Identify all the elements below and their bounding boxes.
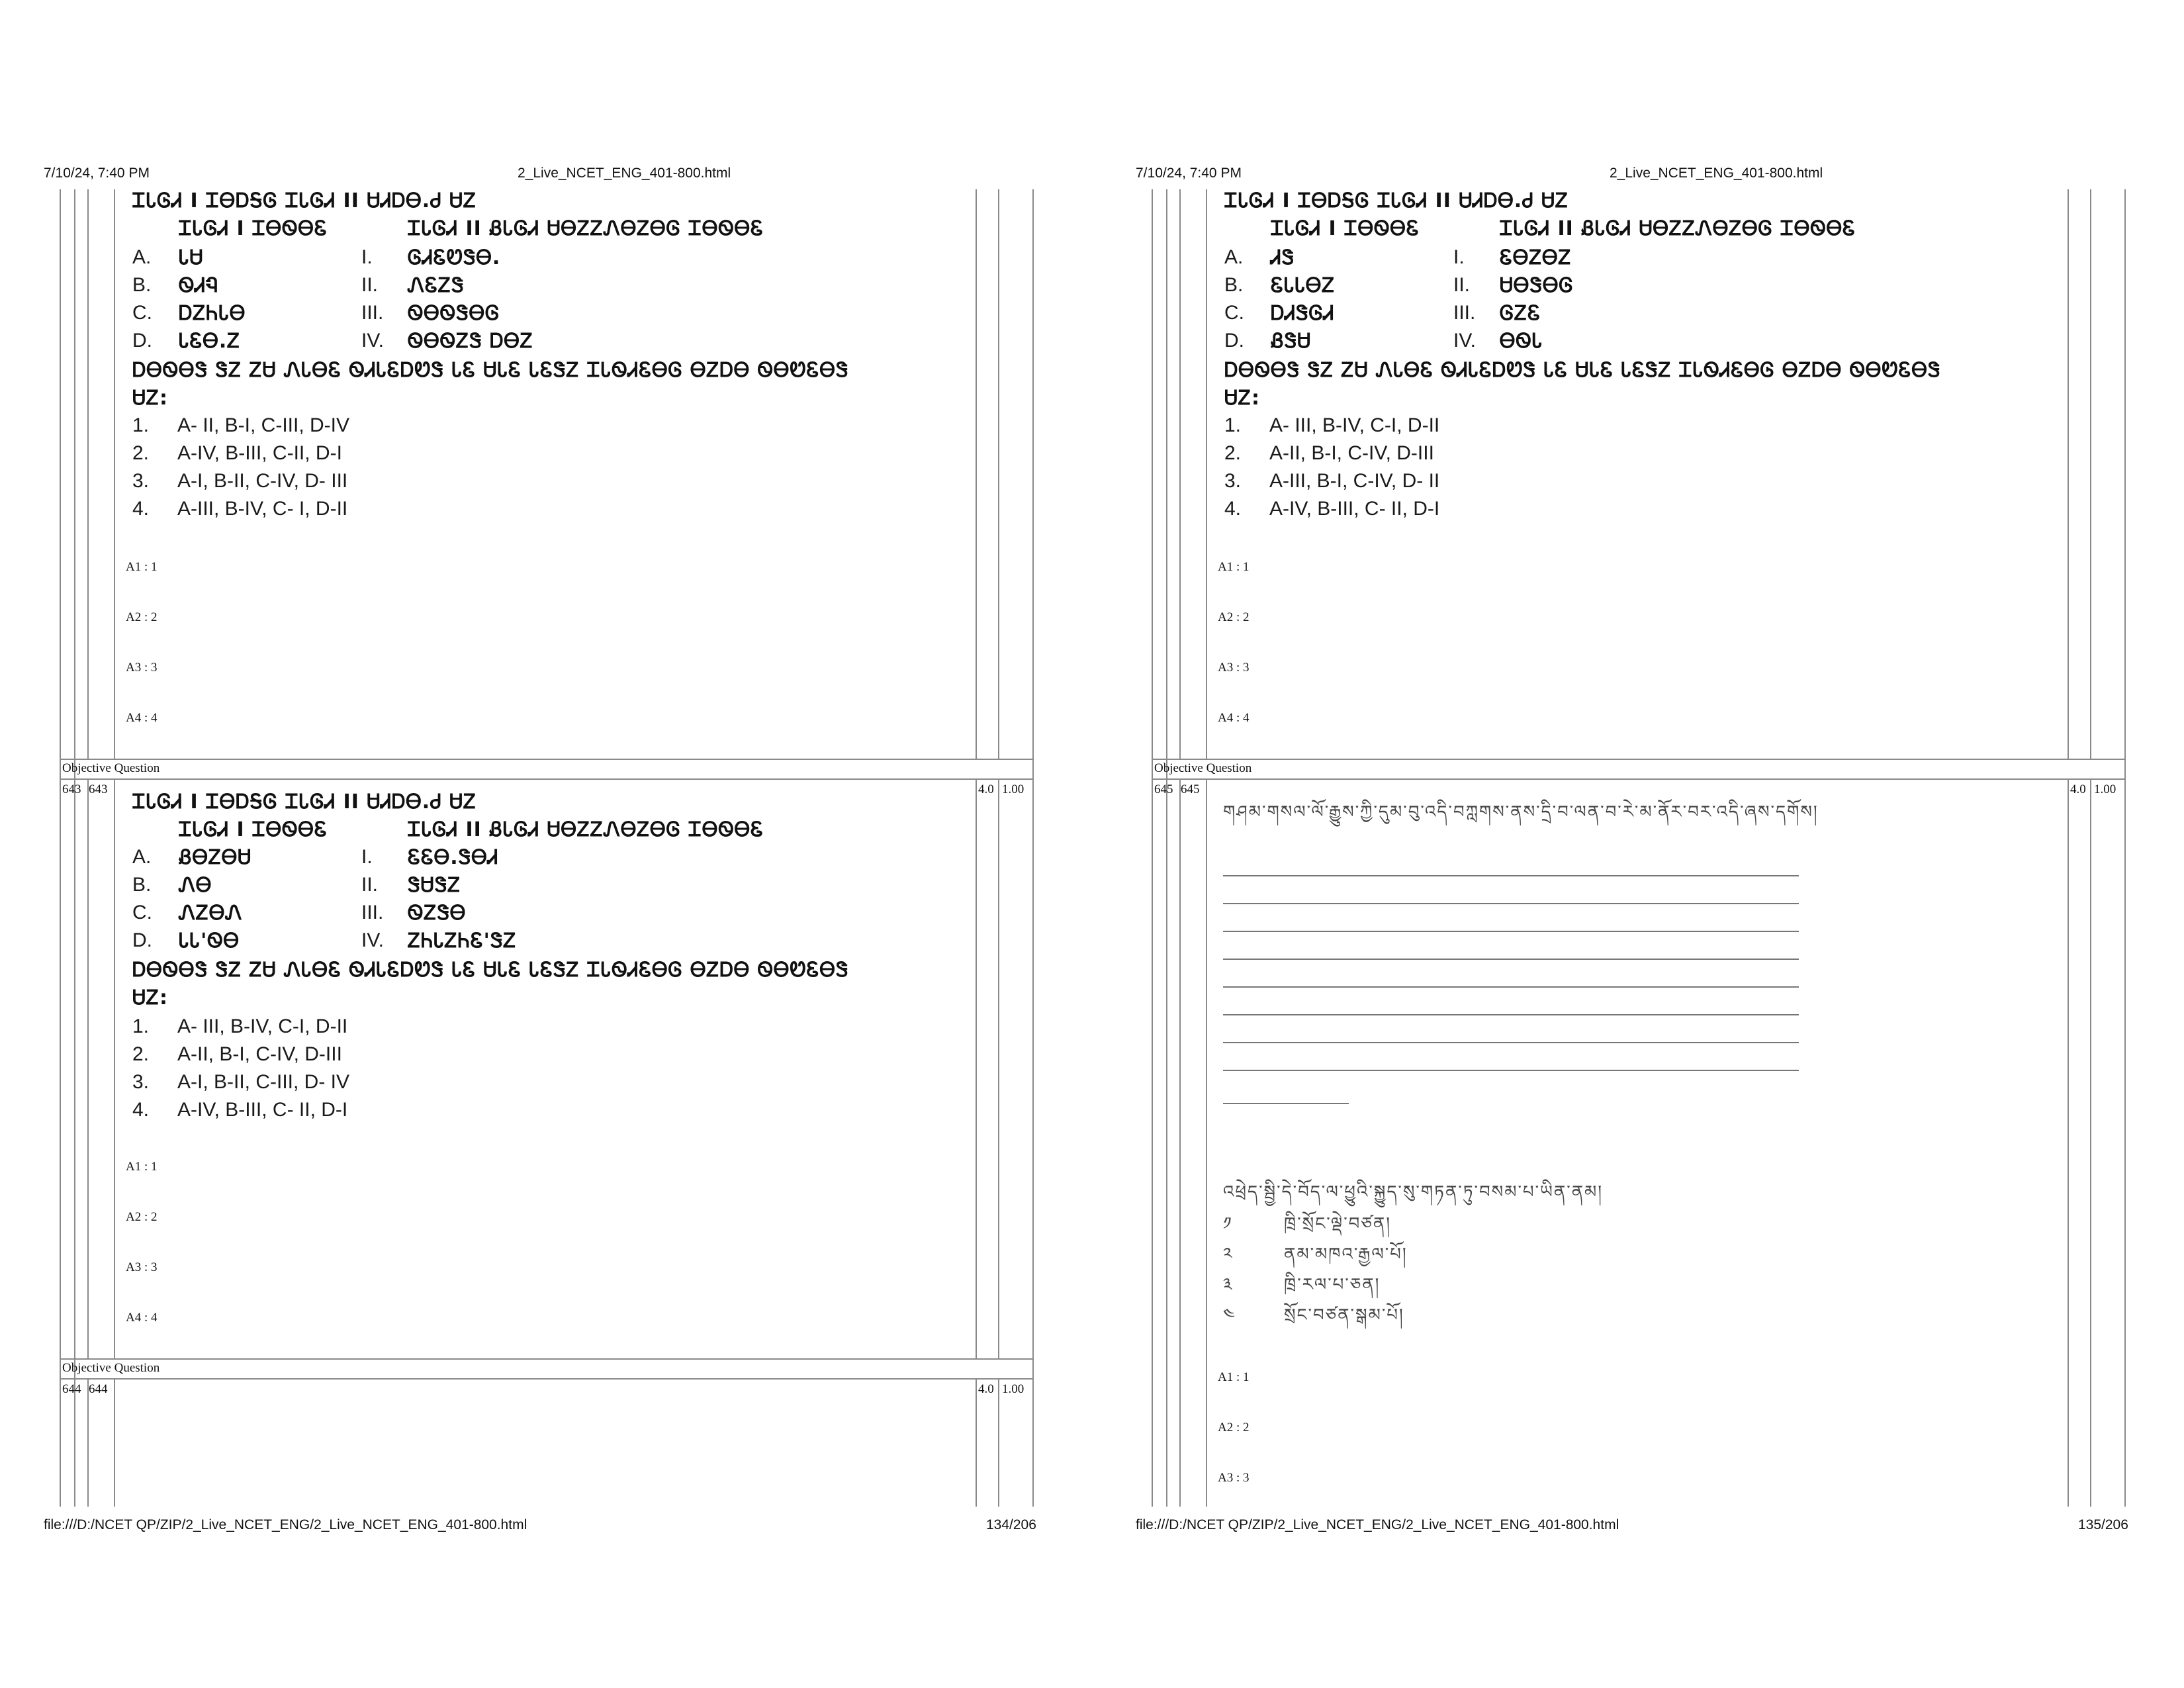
footer-page-number: 134/206 (986, 1517, 1036, 1532)
list1-heading: ᏆᏓᎶᏗ I ᏆᎾᏫᎾᏋ (179, 818, 328, 841)
question-id: 645 (1181, 782, 1200, 796)
option-number: ༡ (1223, 1214, 1233, 1234)
table-border (976, 1380, 977, 1507)
row-letter: B. (132, 874, 152, 896)
passage-line (1223, 875, 1799, 876)
answer-option-1: A1 : 1 (1218, 1370, 1250, 1384)
footer-path: file:///D:/NCET QP/ZIP/2_Live_NCET_ENG/2_Live_NCET_ENG_401-800.html (1136, 1517, 1619, 1532)
table-border (114, 1380, 115, 1507)
row-roman: IV. (361, 330, 384, 352)
question-number: 643 (62, 782, 81, 796)
row-item: ᏗᏕ (1271, 246, 1295, 269)
table-border (60, 1358, 1032, 1360)
question-id: 644 (89, 1382, 108, 1396)
row-roman: III. (361, 302, 384, 324)
option-text: A-IV, B-III, C- II, D-I (1269, 498, 1440, 520)
option-number: 1. (1224, 414, 1242, 436)
row-item: ᎠᏃᏂᏓᎾ (179, 302, 246, 325)
table-border (74, 189, 75, 1507)
row-roman: IV. (361, 929, 384, 951)
row-letter: C. (132, 302, 152, 324)
row-roman: II. (361, 274, 379, 296)
row-match: ᏫᏃᏕᎾ (408, 902, 467, 925)
passage-line (1223, 1070, 1799, 1071)
table-border (1032, 189, 1034, 1507)
section-label: Objective Question (1154, 761, 1252, 775)
row-letter: A. (132, 246, 152, 268)
marks: 4.0 (2070, 782, 2086, 796)
row-roman: II. (1453, 274, 1471, 296)
row-match: ᏌᎾᏕᎾᎶ (1500, 274, 1574, 297)
list1-heading: ᏆᏓᎶᏗ I ᏆᎾᏫᎾᏋ (179, 217, 328, 240)
table-border (1152, 778, 2124, 780)
answer-option-3: A3 : 3 (1218, 1471, 1250, 1485)
row-roman: I. (1453, 246, 1465, 268)
row-match: ᏁᏋᏃᏕ (408, 274, 465, 297)
table-border (1179, 189, 1181, 759)
question-title: ᏆᏓᎶᏗ I ᏆᎾᎠᎦᎶ ᏆᏓᎶᏗ II ᏌᏗᎠᎾ.Ꮷ ᏌᏃ (132, 790, 477, 814)
row-letter: B. (1224, 274, 1244, 296)
table-border (1152, 189, 1153, 1507)
list2-heading: ᏆᏓᎶᏗ II ᏰᏓᎶᏗ ᏌᎾᏃᏃᏁᎾᏃᎾᎶ ᏆᎾᏫᎾᏋ (1500, 217, 1856, 240)
option-number: 3. (1224, 470, 1242, 492)
row-letter: C. (132, 902, 152, 923)
option-number: 2. (132, 442, 150, 464)
answer-option-4: A4 : 4 (126, 1311, 158, 1325)
table-border (2068, 780, 2069, 1507)
row-match: ᏫᎾᏫᏕᎾᎶ (408, 302, 500, 325)
option-text: ཁྲི་སྲོང་ལྡེ་བཙན། (1284, 1214, 1391, 1234)
option-number: 2. (132, 1043, 150, 1065)
row-match: ᏋᎾᏃᎾᏃ (1500, 246, 1572, 269)
passage-line (1223, 931, 1799, 932)
option-text: ཁྲི་རལ་པ་ཅན། (1284, 1275, 1381, 1295)
passage-line (1223, 986, 1799, 988)
passage-line (1223, 1103, 1349, 1104)
table-border (60, 1378, 1032, 1380)
row-letter: C. (1224, 302, 1244, 324)
row-item: ᏋᏓᏓᎾᏃ (1271, 274, 1336, 297)
row-item: ᏁᎾ (179, 874, 212, 897)
row-roman: III. (361, 902, 384, 923)
negative-marks: 1.00 (2094, 782, 2116, 796)
row-letter: D. (1224, 330, 1244, 352)
row-match: ᎶᏗᏋᏬᏕᎾ. (408, 246, 501, 269)
option-number: 4. (132, 1099, 150, 1121)
row-match: ᎾᏫᏓ (1500, 330, 1543, 353)
answer-option-3: A3 : 3 (1218, 661, 1250, 675)
question-instruction: ᏌᏃ: (132, 387, 168, 410)
header-datetime: 7/10/24, 7:40 PM (44, 165, 150, 181)
passage (1223, 875, 1925, 1109)
option-number: 4. (132, 498, 150, 520)
option-number: ༣ (1223, 1275, 1234, 1295)
option-text: A-IV, B-III, C- II, D-I (177, 1099, 348, 1121)
option-text: A- III, B-IV, C-I, D-II (1269, 414, 1440, 436)
answer-option-2: A2 : 2 (1218, 610, 1250, 624)
option-text: A- II, B-I, C-III, D-IV (177, 414, 350, 436)
row-match: ᏋᏋᎾ.ᏕᎾᏗ (408, 846, 499, 869)
question-number: 645 (1154, 782, 1173, 796)
table-border (1166, 189, 1167, 1507)
row-match: ᎶᏃᏋ (1500, 302, 1541, 325)
table-border (1152, 759, 2124, 760)
table-border (998, 1380, 999, 1507)
table-border (60, 189, 61, 1507)
row-letter: B. (132, 274, 152, 296)
question-title: ᏆᏓᎶᏗ I ᏆᎾᎠᎦᎶ ᏆᏓᎶᏗ II ᏌᏗᎠᎾ.Ꮷ ᏌᏃ (1224, 189, 1569, 212)
row-item: ᎠᏗᏕᎶᏗ (1271, 302, 1335, 325)
passage-line (1223, 903, 1799, 904)
option-text: A-II, B-I, C-IV, D-III (1269, 442, 1434, 464)
answer-option-3: A3 : 3 (126, 661, 158, 675)
table-border (60, 759, 1032, 760)
table-border (114, 189, 115, 759)
row-item: ᏓᏓ'ᏫᎾ (179, 929, 240, 953)
section-label: Objective Question (62, 761, 160, 775)
answer-option-4: A4 : 4 (1218, 711, 1250, 725)
option-text: A-II, B-I, C-IV, D-III (177, 1043, 342, 1065)
option-text: ནམ་མཁའ་རྒྱལ་པོ། (1284, 1244, 1408, 1264)
section-label: Objective Question (62, 1361, 160, 1375)
option-number: 4. (1224, 498, 1242, 520)
row-item: ᏫᏗᏄ (179, 274, 219, 297)
answer-option-2: A2 : 2 (1218, 1421, 1250, 1434)
question-text: འཕྲེད་སྦྱི་དེ་བོད་ལ་ཕྱུའི་སྐྱུད་སུ་གཏན་ཏུ་བསམ་པ་ཡིན་ནམ། (1223, 1182, 1604, 1202)
row-item: ᏁᏃᎾᏁ (179, 902, 243, 925)
table-border (998, 189, 999, 759)
header-datetime: 7/10/24, 7:40 PM (1136, 165, 1242, 181)
table-border (87, 1380, 89, 1507)
row-item: ᏰᎾᏃᎾᏌ (179, 846, 252, 869)
marks: 4.0 (978, 782, 994, 796)
table-border (1206, 189, 1207, 759)
row-item: ᏰᏕᏌ (1271, 330, 1312, 353)
row-item: ᏓᏌ (179, 246, 204, 269)
question-instruction: ᏌᏃ: (1224, 387, 1260, 410)
table-border (1206, 780, 1207, 1507)
table-border (2068, 189, 2069, 759)
option-number: 1. (132, 414, 150, 436)
header-title: 2_Live_NCET_ENG_401-800.html (1610, 165, 1823, 181)
passage-line (1223, 1014, 1799, 1015)
row-match: ᏫᎾᏫᏃᏕ ᎠᎾᏃ (408, 330, 533, 353)
question-instruction: ᏌᏃ: (132, 986, 168, 1009)
question-title: ᏆᏓᎶᏗ I ᏆᎾᎠᎦᎶ ᏆᏓᎶᏗ II ᏌᏗᎠᎾ.Ꮷ ᏌᏃ (132, 189, 477, 212)
negative-marks: 1.00 (1002, 1382, 1024, 1396)
row-roman: I. (361, 246, 373, 268)
option-text: སྲོང་བཙན་སྒམ་པོ། (1284, 1305, 1404, 1325)
table-border (87, 189, 89, 759)
row-roman: I. (361, 846, 373, 868)
header-title: 2_Live_NCET_ENG_401-800.html (518, 165, 731, 181)
table-border (976, 780, 977, 1358)
answer-option-4: A4 : 4 (126, 711, 158, 725)
question-title: གཤམ་གསལ་ལོ་རྒྱུས་ཀྱི་དུམ་བུ་འདི་བཀླགས་ནས་དྲི་བ་ལན་བ་རེ་མ་ནོར་བར་འདི་ཞས་དགོས། (1223, 802, 1819, 822)
row-letter: D. (132, 330, 152, 352)
option-text: A-III, B-IV, C- I, D-II (177, 498, 348, 520)
right-page (1092, 0, 2184, 1688)
table-border (998, 780, 999, 1358)
answer-option-3: A3 : 3 (126, 1260, 158, 1274)
row-roman: II. (361, 874, 379, 896)
row-letter: D. (132, 929, 152, 951)
table-border (1179, 780, 1181, 1507)
marks: 4.0 (978, 1382, 994, 1396)
list2-heading: ᏆᏓᎶᏗ II ᏰᏓᎶᏗ ᏌᎾᏃᏃᏁᎾᏃᎾᎶ ᏆᎾᏫᎾᏋ (408, 217, 764, 240)
option-number: ༤ (1223, 1305, 1236, 1325)
option-text: A-I, B-II, C-IV, D- III (177, 470, 348, 492)
answer-option-2: A2 : 2 (126, 1210, 158, 1224)
option-number: ༢ (1223, 1244, 1234, 1264)
row-item: ᏓᏋᎾ.Ꮓ (179, 330, 241, 353)
option-text: A-I, B-II, C-III, D- IV (177, 1071, 350, 1093)
answer-option-2: A2 : 2 (126, 610, 158, 624)
negative-marks: 1.00 (1002, 782, 1024, 796)
row-match: ᏕᏌᏕᏃ (408, 874, 461, 897)
row-letter: A. (132, 846, 152, 868)
table-border (60, 778, 1032, 780)
question-number: 644 (62, 1382, 81, 1396)
table-border (2090, 189, 2091, 759)
option-number: 1. (132, 1015, 150, 1037)
option-number: 2. (1224, 442, 1242, 464)
option-text: A-IV, B-III, C-II, D-I (177, 442, 342, 464)
option-text: A-III, B-I, C-IV, D- II (1269, 470, 1440, 492)
question-instruction: ᎠᎾᏫᎾᏕ ᏕᏃ ᏃᏌ ᏁᏓᎾᏋ ᏫᏗᏓᏋᎠᏬᏕ ᏓᏋ ᏌᏓᏋ ᏓᏋᏕᏃ ᏆᏓᏫᏗᏋᎾᎶ ᎾᏃᎠᎾ ᏫᎾᏬᏋᎾᏕ (132, 959, 849, 982)
table-border (114, 780, 115, 1358)
passage-line (1223, 959, 1799, 960)
footer-path: file:///D:/NCET QP/ZIP/2_Live_NCET_ENG/2_Live_NCET_ENG_401-800.html (44, 1517, 527, 1532)
footer-page-number: 135/206 (2078, 1517, 2128, 1532)
option-text: A- III, B-IV, C-I, D-II (177, 1015, 348, 1037)
list2-heading: ᏆᏓᎶᏗ II ᏰᏓᎶᏗ ᏌᎾᏃᏃᏁᎾᏃᎾᎶ ᏆᎾᏫᎾᏋ (408, 818, 764, 841)
row-letter: A. (1224, 246, 1244, 268)
table-border (976, 189, 977, 759)
answer-option-1: A1 : 1 (1218, 560, 1250, 574)
answer-option-1: A1 : 1 (126, 560, 158, 574)
row-roman: III. (1453, 302, 1476, 324)
table-border (87, 780, 89, 1358)
row-match: ᏃᏂᏓᏃᏂᏋ'ᏕᏃ (408, 929, 517, 953)
question-instruction: ᎠᎾᏫᎾᏕ ᏕᏃ ᏃᏌ ᏁᏓᎾᏋ ᏫᏗᏓᏋᎠᏬᏕ ᏓᏋ ᏌᏓᏋ ᏓᏋᏕᏃ ᏆᏓᏫᏗᏋᎾᎶ ᎾᏃᎠᎾ ᏫᎾᏬᏋᎾᏕ (1224, 359, 1941, 382)
table-border (2124, 189, 2126, 1507)
passage-line (1223, 1042, 1799, 1043)
row-roman: IV. (1453, 330, 1476, 352)
answer-option-1: A1 : 1 (126, 1160, 158, 1174)
option-number: 3. (132, 1071, 150, 1093)
table-border (2090, 780, 2091, 1507)
option-number: 3. (132, 470, 150, 492)
question-id: 643 (89, 782, 108, 796)
question-instruction: ᎠᎾᏫᎾᏕ ᏕᏃ ᏃᏌ ᏁᏓᎾᏋ ᏫᏗᏓᏋᎠᏬᏕ ᏓᏋ ᏌᏓᏋ ᏓᏋᏕᏃ ᏆᏓᏫᏗᏋᎾᎶ ᎾᏃᎠᎾ ᏫᎾᏬᏋᎾᏕ (132, 359, 849, 382)
list1-heading: ᏆᏓᎶᏗ I ᏆᎾᏫᎾᏋ (1271, 217, 1420, 240)
